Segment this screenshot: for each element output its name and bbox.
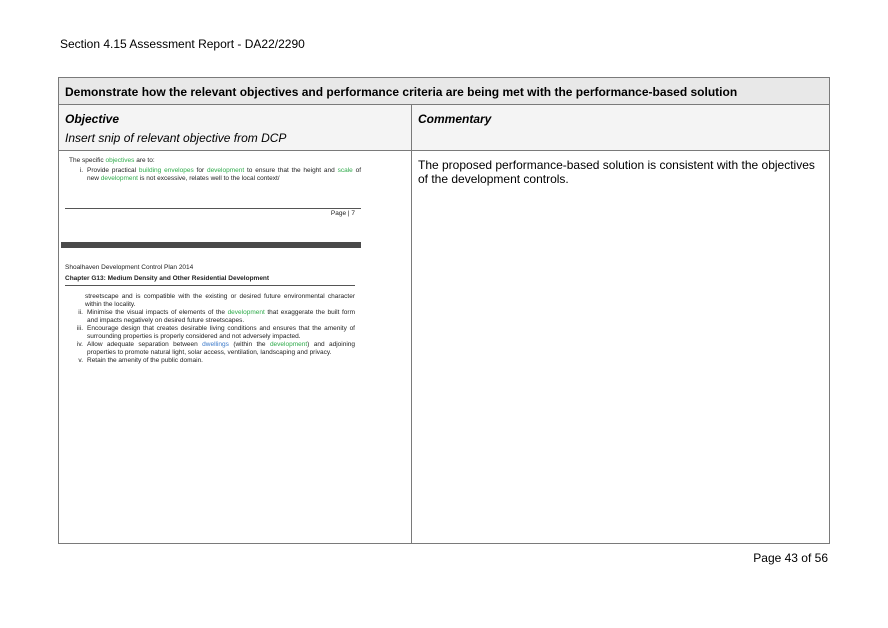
- snip-chapter-title: Chapter G13: Medium Density and Other Residential Development: [65, 275, 270, 282]
- snip-item-4: iv. Allow adequate separation between dwellings (within the development) and adjoining properties to promote natural light, solar access, ventilation, landscaping and privacy.: [76, 341, 355, 356]
- snip-page-label: Page | 7: [330, 210, 355, 217]
- snip-chapter-rule: [65, 285, 355, 286]
- commentary-label: Commentary: [418, 112, 492, 126]
- snip-intro-link: objectives: [105, 157, 135, 164]
- snip-item-5: v. Retain the amenity of the public domain.: [78, 357, 203, 364]
- snip-item-1: [65, 167, 361, 183]
- snip-continuation: streetscape and is compatible with the existing or desired future environmental character within the locality.: [85, 293, 355, 308]
- objective-header-cell: [65, 112, 286, 145]
- snip-intro-text-end: are to:: [134, 157, 155, 164]
- column-divider: [411, 105, 412, 543]
- snip-item-2: ii. Minimise the visual impacts of elements of the development that exaggerate the built form and impacts negatively on desired future streetscapes.: [78, 309, 356, 324]
- snip-intro: [69, 157, 361, 165]
- snip-item-number: i.: [79, 167, 83, 174]
- assessment-table: [58, 77, 830, 544]
- snip-item-text: Provide practical building envelopes for development to ensure that the height and scale of new development is not excessive, relates well to the local context/: [87, 167, 362, 182]
- table-heading: Demonstrate how the relevant objectives and performance criteria are being met with the performance-based solution: [59, 78, 829, 105]
- snip-page-break-bar: [61, 242, 361, 248]
- snip-footer-rule: [65, 208, 361, 209]
- objective-sub-label: Insert snip of relevant objective from DCP: [65, 131, 287, 145]
- snip-doc-title: Shoalhaven Development Control Plan 2014: [65, 264, 194, 271]
- commentary-text: The proposed performance-based solution is consistent with the objectives of the development controls.: [418, 158, 815, 186]
- dcp-objective-snip: [65, 157, 361, 365]
- snip-intro-text: The specific: [69, 157, 106, 164]
- snip-item-3: iii. Encourage design that creates desirable living conditions and ensures that the amenity of surrounding properties is properly considered and not adversely impacted.: [76, 325, 355, 340]
- document-header-title: Section 4.15 Assessment Report - DA22/2290: [60, 37, 305, 51]
- page-number: Page 43 of 56: [753, 551, 828, 565]
- objective-label: Objective: [65, 112, 120, 126]
